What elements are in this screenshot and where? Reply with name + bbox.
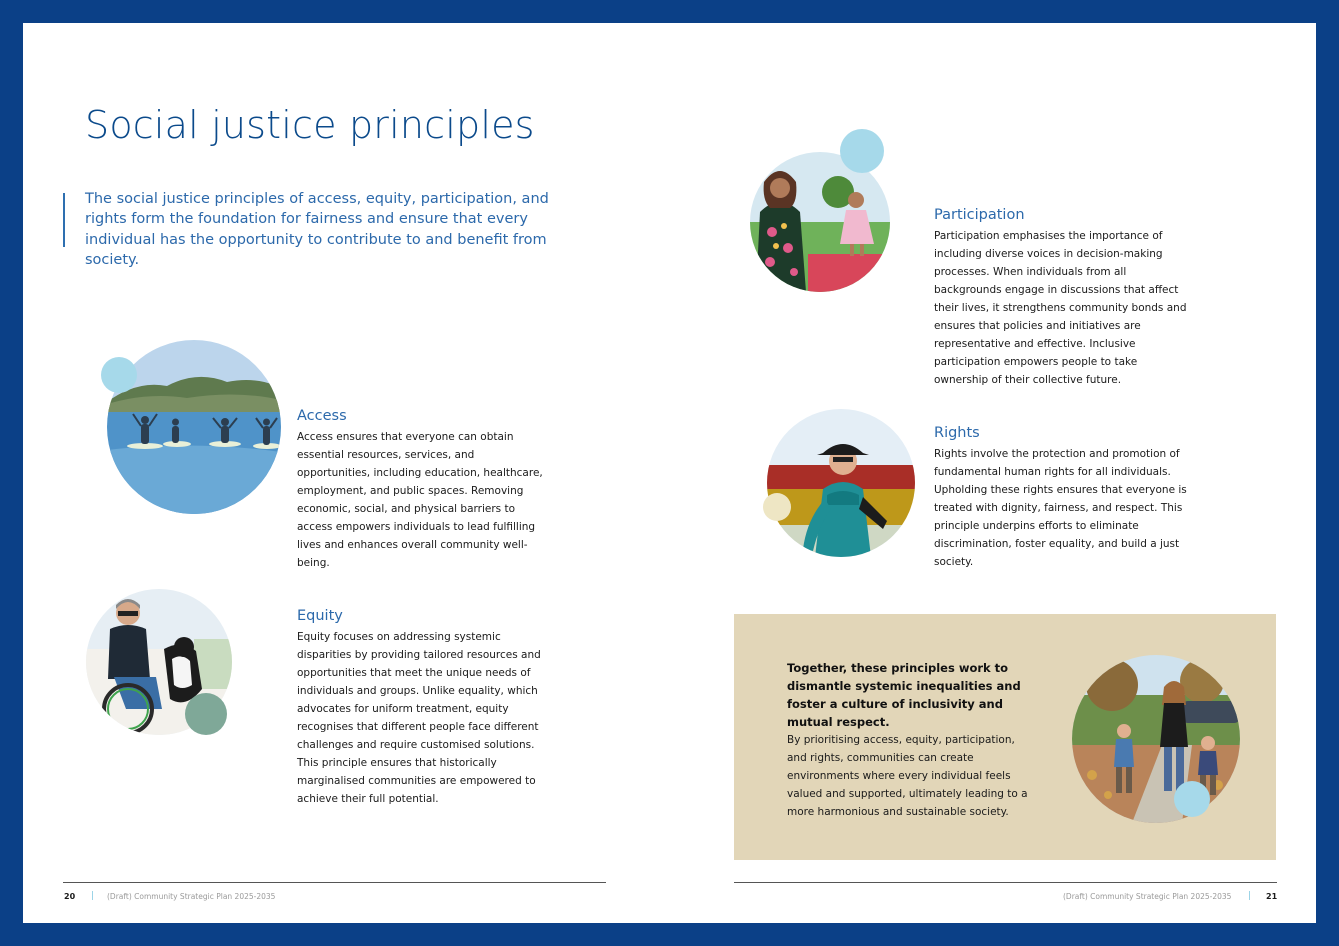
- access-body: Access ensures that everyone can obtain essential resources, services, and opportunities, including education, healthcare, employment, and public spaces. Removing economic, social, and physical barriers to access empowers individuals to lead fulfilling lives and enhances overall community well-being.: [297, 431, 543, 569]
- decorative-dot: [101, 357, 137, 393]
- rights-title: Rights: [934, 425, 980, 441]
- participation-photo: [750, 152, 890, 292]
- intro-accent-bar: [63, 193, 65, 247]
- decorative-dot: [840, 129, 884, 173]
- decorative-dot: [185, 693, 227, 735]
- footer-rule: [734, 882, 1277, 883]
- rights-body: Rights involve the protection and promotion of fundamental human rights for all individuals. Upholding these rights ensures that everyone is treated with dignity, fairness, and respect. This principle underpins efforts to eliminate discrimination, foster equality, and build a just society.: [934, 448, 1187, 568]
- access-title: Access: [297, 408, 347, 424]
- footer-document-title: (Draft) Community Strategic Plan 2025-2035: [1063, 892, 1232, 901]
- document-spread: [23, 23, 1316, 923]
- footer-document-title: (Draft) Community Strategic Plan 2025-2035: [107, 892, 276, 901]
- page-title: Social justice principles: [85, 103, 535, 147]
- summary-callout: [734, 614, 1276, 860]
- footer-separator: |: [91, 891, 95, 901]
- rights-photo: [767, 409, 915, 557]
- footer-separator: |: [1248, 891, 1252, 901]
- decorative-dot: [763, 493, 791, 521]
- participation-title: Participation: [934, 207, 1025, 223]
- participation-body: Participation emphasises the importance of including diverse voices in decision-making processes. When individuals from all backgrounds engage in discussions that affect their lives, it strengthens community bonds and ensures that policies and initiatives are representative and effective. Inclusive participation empowers people to take ownership of their collective future.: [934, 230, 1187, 386]
- page-number: 20: [64, 892, 76, 901]
- page-number: 21: [1266, 892, 1278, 901]
- footer-rule: [63, 882, 606, 883]
- intro-paragraph: The social justice principles of access, equity, participation, and rights form the foundation for fairness and ensure that every individual has the opportunity to contribute to and benefit from society.: [85, 191, 549, 268]
- callout-heading: Together, these principles work to dismantle systemic inequalities and foster a culture of inclusivity and mutual respect.: [787, 661, 1021, 729]
- equity-title: Equity: [297, 608, 343, 624]
- family-photo: [1072, 655, 1240, 823]
- decorative-dot: [1174, 781, 1210, 817]
- equity-body: Equity focuses on addressing systemic disparities by providing tailored resources and opportunities that meet the unique needs of individuals and groups. Unlike equality, which advocates for uniform treatment, equity recognises that different people face different challenges and require customised solutions. This principle ensures that historically marginalised communities are empowered to achieve their full potential.: [297, 631, 541, 805]
- callout-body: By prioritising access, equity, participation, and rights, communities can create environments where every individual feels valued and supported, ultimately leading to a more harmonious and sustainable society.: [787, 734, 1028, 818]
